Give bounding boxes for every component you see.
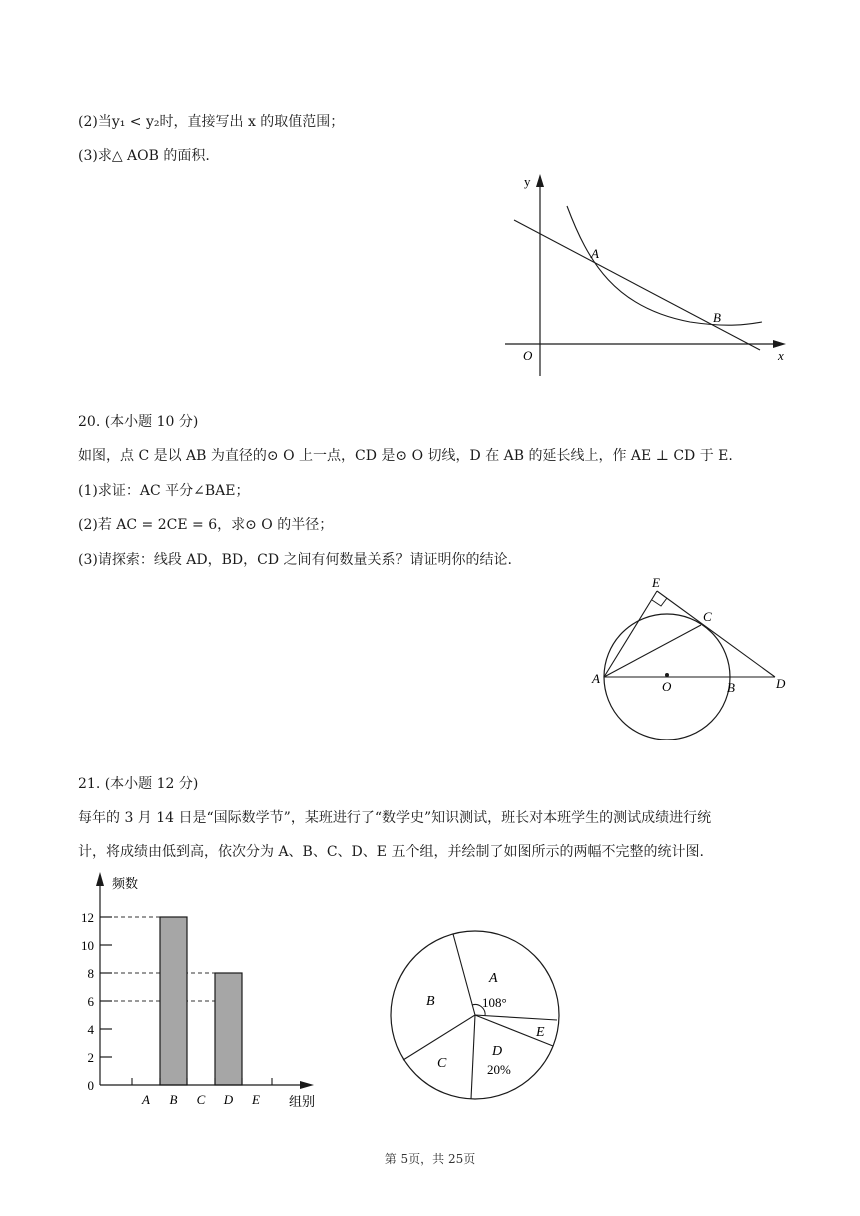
pie-label-d: D — [492, 1044, 503, 1059]
y-label: y — [524, 174, 531, 189]
q21-header: 21. (本小题 12 分) — [78, 776, 199, 792]
right-angle-mark — [652, 598, 667, 606]
bar-chart — [70, 868, 340, 1118]
label-a: A — [592, 671, 600, 686]
pie-annotation-d: 20% — [487, 1062, 511, 1077]
pie-label-b: B — [426, 994, 435, 1009]
x-category-label: B — [169, 1092, 178, 1107]
pie-chart — [388, 928, 560, 1100]
line-ac — [604, 625, 701, 677]
x-category-label: A — [142, 1092, 150, 1107]
q20-part3: (3)请探索：线段 AD，BD，CD 之间有何数量关系？请证明你的结论. — [78, 552, 512, 568]
pie-label-a: A — [489, 971, 498, 986]
x-axis-arrow — [773, 340, 786, 348]
x-category-label: E — [252, 1092, 260, 1107]
point-b-label: B — [713, 310, 721, 325]
hyperbola-graph — [567, 206, 762, 325]
line-ae — [604, 591, 657, 677]
bar-x-label: 组别 — [289, 1094, 316, 1109]
y-tick-label: 8 — [87, 966, 94, 981]
bar-x-axis-arrow — [300, 1081, 314, 1089]
x-label: x — [778, 348, 784, 363]
y-tick-label: 0 — [87, 1078, 94, 1093]
line-ed — [657, 591, 775, 677]
y-tick-label: 6 — [87, 994, 94, 1009]
q21-stem-line2: 计，将成绩由低到高，依次分为 A、B、C、D、E 五个组，并绘制了如图所示的两幅不完整的统计图. — [78, 844, 704, 860]
point-a-label: A — [591, 246, 599, 261]
bar-y-axis-arrow — [96, 872, 104, 886]
y-tick-label: 10 — [81, 938, 94, 953]
q19-part2: (2)当y₁ < y₂时，直接写出 x 的取值范围； — [78, 114, 345, 130]
figure-19 — [500, 168, 800, 380]
label-o: O — [662, 679, 672, 694]
origin-label: O — [523, 348, 533, 363]
pie-label-e: E — [536, 1025, 545, 1040]
q20-stem: 如图，点 C 是以 AB 为直径的⊙ O 上一点，CD 是⊙ O 切线，D 在 AB 的延长线上，作 AE ⊥ CD 于 E. — [78, 448, 733, 464]
y-tick-label: 2 — [87, 1050, 94, 1065]
x-category-label: D — [223, 1092, 234, 1107]
y-axis-arrow — [536, 174, 544, 187]
bar-B — [160, 917, 187, 1085]
bar-y-label: 频数 — [112, 876, 139, 891]
figure-20 — [588, 570, 800, 740]
y-tick-label: 4 — [87, 1022, 94, 1037]
label-c: C — [703, 609, 712, 624]
label-b: B — [727, 680, 735, 695]
q20-part1: (1)求证：AC 平分∠BAE； — [78, 483, 250, 499]
bar-D — [215, 973, 242, 1085]
pie-annotation-a: 108° — [482, 995, 507, 1010]
center-dot — [665, 673, 669, 677]
q20-header: 20. (本小题 10 分) — [78, 414, 199, 430]
q20-part2: (2)若 AC = 2CE = 6，求⊙ O 的半径； — [78, 517, 334, 533]
line-graph — [514, 220, 760, 350]
y-tick-label: 12 — [81, 910, 94, 925]
pie-label-c: C — [437, 1056, 447, 1071]
q19-part3: (3)求△ AOB 的面积. — [78, 148, 210, 164]
label-d: D — [776, 676, 786, 691]
page-footer: 第 5页，共 25页 — [384, 1152, 476, 1166]
x-category-label: C — [196, 1092, 206, 1107]
q21-stem-line1: 每年的 3 月 14 日是“国际数学节”，某班进行了“数学史”知识测试，班长对本班学生的测试成绩进行统 — [78, 810, 712, 826]
label-e: E — [652, 575, 660, 590]
